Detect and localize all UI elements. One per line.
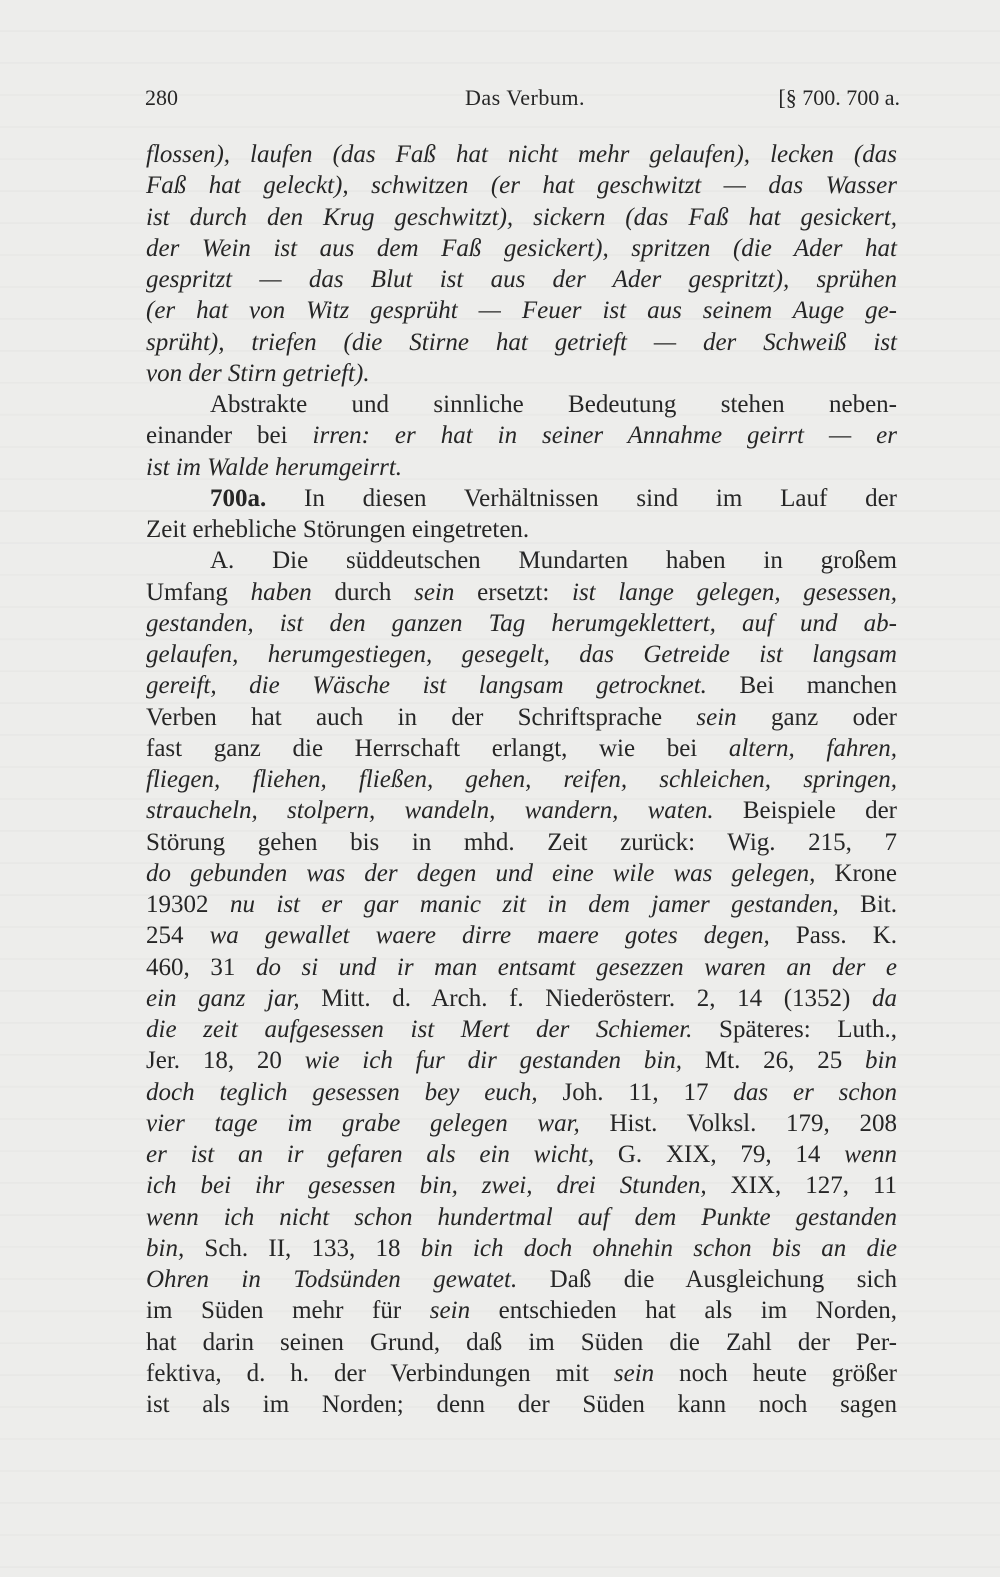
roman-text: Abstrakte und sinnliche Bedeutung stehen neben- xyxy=(210,391,897,418)
roman-text: XIX, 127, 11 xyxy=(706,1172,897,1200)
text-line xyxy=(146,1327,897,1359)
roman-text: Jer. 18, 20 xyxy=(146,1047,305,1075)
roman-text: Späteres: Luth., xyxy=(692,1016,898,1043)
text-line xyxy=(146,577,897,609)
italic-text: do si und ir man entsamt gesezzen waren an der e xyxy=(255,953,897,981)
roman-text: Hist. Volksl. 179, 208 xyxy=(579,1109,897,1137)
italic-text: sein xyxy=(696,703,737,731)
text-line xyxy=(146,1170,897,1202)
roman-text: ersetzt: xyxy=(454,578,572,606)
italic-text: wenn ich nicht schon hundertmal auf dem Punkte gestanden xyxy=(146,1203,897,1231)
text-line xyxy=(146,858,897,890)
italic-text: gelaufen, herumgestiegen, gesegelt, das Getreide ist langsam xyxy=(146,641,897,668)
text-line xyxy=(146,139,897,171)
text-line xyxy=(146,983,897,1015)
roman-text: ist als im Norden; denn der Süden kann noch sagen xyxy=(146,1391,897,1418)
text-line xyxy=(146,733,897,765)
text-line xyxy=(146,1108,897,1140)
italic-text: ich bei ihr gesessen bin, zwei, drei Stunden, xyxy=(146,1172,707,1200)
section-reference: [§ 700. 700 a. xyxy=(778,85,900,110)
roman-text: Verben hat auch in der Schriftsprache xyxy=(146,703,697,731)
italic-text: Faß hat geleckt), schwitzen (er hat geschwitzt — das Wasser xyxy=(146,172,897,200)
text-line xyxy=(146,795,897,827)
roman-text: fektiva, d. h. der Verbindungen mit xyxy=(146,1359,614,1387)
roman-text: noch heute größer xyxy=(654,1359,897,1387)
italic-text: von der Stirn getrieft). xyxy=(146,359,370,387)
roman-text: A. Die süddeutschen Mundarten haben in großem xyxy=(210,547,897,575)
roman-text: Beispiele der xyxy=(713,797,898,825)
running-title: Das Verbum. xyxy=(465,85,585,110)
roman-text: durch xyxy=(311,578,415,606)
roman-text: ganz oder xyxy=(736,703,897,731)
roman-text: Zeit erhebliche Störungen eingetreten. xyxy=(146,516,530,543)
page-number: 280 xyxy=(145,85,178,110)
roman-text: 19302 xyxy=(146,891,230,918)
text-line xyxy=(146,1139,897,1171)
roman-text: Pass. K. xyxy=(769,922,898,950)
text-line xyxy=(146,920,897,952)
text-line xyxy=(146,514,897,546)
text-line xyxy=(146,764,897,796)
roman-text: Bei manchen xyxy=(706,672,898,700)
text-line xyxy=(146,827,897,859)
roman-text: Bit. xyxy=(838,891,897,918)
text-line xyxy=(146,420,897,452)
italic-text: gereift, die Wäsche ist langsam getrocknet. xyxy=(146,672,707,700)
text-line xyxy=(146,1389,897,1421)
text-line xyxy=(146,358,897,390)
roman-text: hat darin seinen Grund, daß im Süden die Zahl der Per- xyxy=(146,1328,897,1356)
italic-text: sein xyxy=(613,1359,655,1387)
roman-text: Sch. II, 133, 18 xyxy=(184,1234,421,1262)
text-line xyxy=(146,1014,897,1046)
roman-text: Umfang xyxy=(146,578,251,606)
italic-text: Ohren in Todsünden gewatet. xyxy=(146,1266,518,1293)
text-line xyxy=(146,483,897,515)
italic-text: wie ich fur dir gestanden bin, xyxy=(304,1047,683,1075)
italic-text: vier tage im grabe gelegen war, xyxy=(146,1109,580,1137)
italic-text: nu ist er gar manic zit in dem jamer gestanden, xyxy=(229,891,839,918)
text-line xyxy=(146,889,897,921)
text-line xyxy=(146,264,897,296)
italic-text: ist im Walde herumgeirrt. xyxy=(146,453,403,481)
roman-text: G. XIX, 79, 14 xyxy=(594,1141,845,1168)
text-line xyxy=(146,1077,897,1109)
italic-text: er ist an ir gefaren als ein wicht, xyxy=(146,1141,595,1168)
text-line xyxy=(146,1202,897,1234)
italic-text: bin xyxy=(865,1047,897,1075)
italic-text: sein xyxy=(429,1297,471,1325)
text-line xyxy=(146,1358,897,1390)
italic-text: die zeit aufgesessen ist Mert der Schiemer. xyxy=(146,1016,693,1043)
italic-text: da xyxy=(872,984,897,1012)
text-line xyxy=(146,702,897,734)
text-line xyxy=(146,452,897,484)
text-line xyxy=(146,389,897,421)
italic-text: wa gewallet waere dirre maere gotes degen, xyxy=(209,922,770,950)
italic-text: gespritzt — das Blut ist aus der Ader gespritzt), sprühen xyxy=(146,266,897,293)
italic-text: ist durch den Krug geschwitzt), sickern (das Faß hat gesickert, xyxy=(146,203,897,231)
roman-text: 254 xyxy=(146,922,210,950)
text-line xyxy=(146,608,897,640)
text-line xyxy=(146,545,897,577)
roman-text: In diesen Verhältnissen sind im Lauf der xyxy=(266,484,897,512)
italic-text: flossen), laufen (das Faß hat nicht mehr gelaufen), lecken (das xyxy=(146,141,897,168)
italic-text: ist lange gelegen, gesessen, xyxy=(572,578,898,606)
roman-text: Störung gehen bis in mhd. Zeit zurück: Wig. 215, 7 xyxy=(146,828,897,856)
italic-text: do gebunden was der degen und eine wile was gelegen, xyxy=(146,859,816,887)
roman-text: entschieden hat als im Norden, xyxy=(470,1297,897,1325)
italic-text: das er schon xyxy=(733,1078,897,1106)
text-line xyxy=(146,202,897,234)
text-line xyxy=(146,233,897,265)
italic-text: der Wein ist aus dem Faß gesickert), spritzen (die Ader hat xyxy=(146,234,897,262)
italic-text: sein xyxy=(414,578,455,606)
italic-text: (er hat von Witz gesprüht — Feuer ist aus seinem Auge ge- xyxy=(146,297,897,325)
italic-text: altern, fahren, xyxy=(728,734,898,762)
italic-text: haben xyxy=(250,578,312,606)
text-line xyxy=(146,1264,897,1296)
italic-text: irren: er hat in seiner Annahme geirrt — er xyxy=(312,422,897,450)
italic-text: gestanden, ist den ganzen Tag herumgeklettert, auf und ab- xyxy=(146,609,897,637)
italic-text: bin, xyxy=(146,1234,185,1262)
section-number: 700a. xyxy=(210,484,267,512)
text-line xyxy=(146,295,897,327)
roman-text: Krone xyxy=(815,859,897,887)
text-line xyxy=(146,327,897,359)
italic-text: ein ganz jar, xyxy=(146,984,300,1012)
text-line xyxy=(146,1295,897,1327)
roman-text: Daß die Ausgleichung sich xyxy=(517,1266,898,1293)
roman-text: fast ganz die Herrschaft erlangt, wie bei xyxy=(146,734,729,762)
text-line xyxy=(146,639,897,671)
roman-text: im Süden mehr für xyxy=(146,1297,430,1325)
italic-text: wenn xyxy=(844,1141,897,1168)
roman-text: 460, 31 xyxy=(146,953,256,981)
italic-text: straucheln, stolpern, wandeln, wandern, waten. xyxy=(146,797,714,825)
italic-text: fliegen, fliehen, fließen, gehen, reifen, schleichen, springen, xyxy=(146,766,897,793)
roman-text: Mitt. d. Arch. f. Niederösterr. 2, 14 (1352) xyxy=(299,984,872,1012)
text-line xyxy=(146,670,897,702)
italic-text: bin ich doch ohnehin schon bis an die xyxy=(420,1234,898,1262)
roman-text: Mt. 26, 25 xyxy=(682,1047,866,1075)
roman-text: einander bei xyxy=(146,422,313,450)
italic-text: doch teglich gesessen bey euch, xyxy=(146,1078,538,1106)
text-line xyxy=(146,170,897,202)
text-line xyxy=(146,952,897,984)
roman-text: Joh. 11, 17 xyxy=(537,1078,734,1106)
text-line xyxy=(146,1233,897,1265)
italic-text: sprüht), triefen (die Stirne hat getrieft — der Schweiß ist xyxy=(146,328,897,356)
text-line xyxy=(146,1045,897,1077)
